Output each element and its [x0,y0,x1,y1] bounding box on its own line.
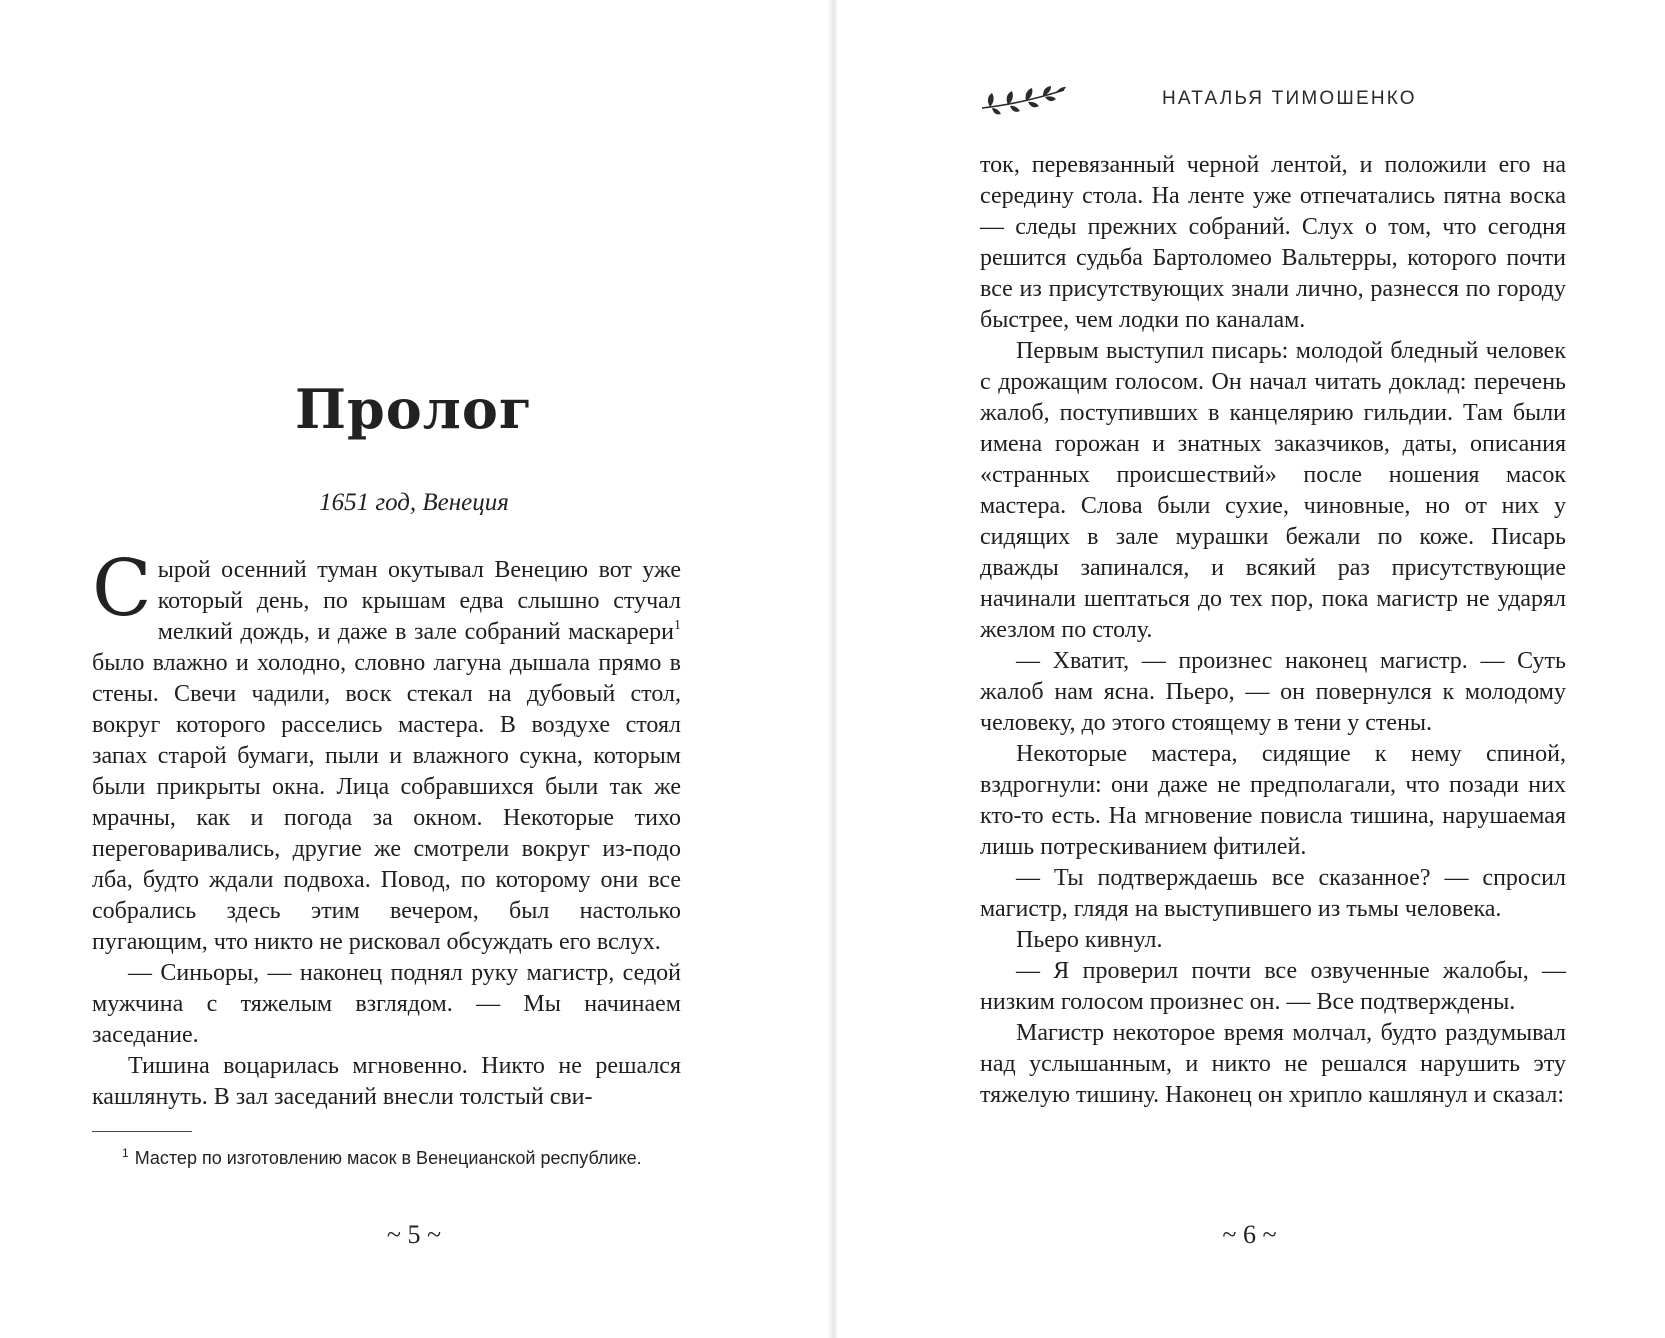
page-number: ~ 6 ~ [1222,1220,1277,1249]
chapter-title: Пролог [295,377,533,441]
paragraph: Первым выступил писарь: молодой бледный человек с дрожащим голосом. Он начал читать доклад: перечень жалоб, поступивших в канцелярию гильдии. Там были имена горожан и знатных заказчиков, даты, описания «странных происшествий» после ношения масок мастера. Слова были сухие, чиновные, но от них у сидящих в зале мурашки бежали по коже. Писарь дважды запинался, и всякий раз присутствующие начинали шептаться до тех пор, пока магистр не ударял жезлом по столу. [980,338,1566,643]
paragraph: — Я проверил почти все озвученные жалобы, — низким голосом произнес он. — Все подтверждены. [980,958,1566,1015]
paragraph: — Синьоры, — наконец поднял руку магистр, седой мужчина с тяжелым взглядом. — Мы начинаем заседание. [92,960,681,1048]
paragraph-text: ырой осенний туман окутывал Венецию вот уже который день, по крышам едва слышно стучал мелкий дождь, и даже в зале собраний маскарери [157,557,681,645]
left-body-text [92,544,681,1113]
paragraph: — Хватит, — произнес наконец магистр. — Суть жалоб нам ясна. Пьеро, — он повернулся к молодому человеку, до этого стоящему в тени у стены. [980,648,1566,736]
footnote-number: 1 [122,1146,129,1160]
paragraph: — Ты подтверждаешь все сказанное? — спросил магистр, глядя на выступившего из тьмы человека. [980,865,1566,922]
paragraph: Некоторые мастера, сидящие к нему спиной, вздрогнули: они даже не предполагали, что позади них кто-то есть. На мгновение повисла тишина, нарушаемая лишь потрескиванием фитилей. [980,741,1566,860]
right-body-text [980,150,1566,1111]
running-header [980,82,1485,122]
paragraph: ток, перевязанный черной лентой, и положили его на середину стола. На ленте уже отпечатались пятна воска — следы прежних собраний. Слух о том, что сегодня решится судьба Бартоломео Вальтерры, которого почти все из присутствующих знали лично, разнесся по городу быстрее, чем лодки по каналам. [980,152,1566,333]
footnote-marker: 1 [674,618,681,633]
paragraph-text: было влажно и холодно, словно лагуна дышала прямо в стены. Свечи чадили, воск стекал на дубовый стол, вокруг которого расселись мастера. В воздухе стоял запах старой бумаги, пыли и влажного сукна, которым были прикрыты окна. Лица собравшихся были так же мрачны, как и погода за окном. Некоторые тихо переговаривались, другие же смотрели вокруг из-подо лба, будто ждали подвоха. Повод, по которому они все собрались здесь этим вечером, был настолько пугающим, что никто не рисковал обсуждать его вслух. [92,650,681,955]
leaf-branch-ornament-icon [980,84,1066,118]
author-name: НАТАЛЬЯ ТИМОШЕНКО [1162,88,1417,109]
footnote-text: Мастер по изготовлению масок в Венецианской республике. [134,1148,642,1168]
paragraph: Пьеро кивнул. [1016,927,1163,953]
right-page [838,0,1665,1338]
paragraph [92,544,681,958]
footnote [122,1148,702,1169]
page-number: ~ 5 ~ [386,1220,442,1249]
paragraph: Магистр некоторое время молчал, будто раздумывал над услышанным, и никто не решался нарушить эту тяжелую тишину. Наконец он хрипло кашлянул и сказал: [980,1020,1566,1108]
drop-cap: С [92,544,152,634]
chapter-subtitle: 1651 год, Венеция [319,489,509,516]
paragraph: Тишина воцарилась мгновенно. Никто не решался кашлянуть. В зал заседаний внесли толстый сви- [92,1053,681,1110]
footnote-divider [92,1131,192,1132]
book-gutter [828,0,838,1338]
left-page [0,0,828,1338]
